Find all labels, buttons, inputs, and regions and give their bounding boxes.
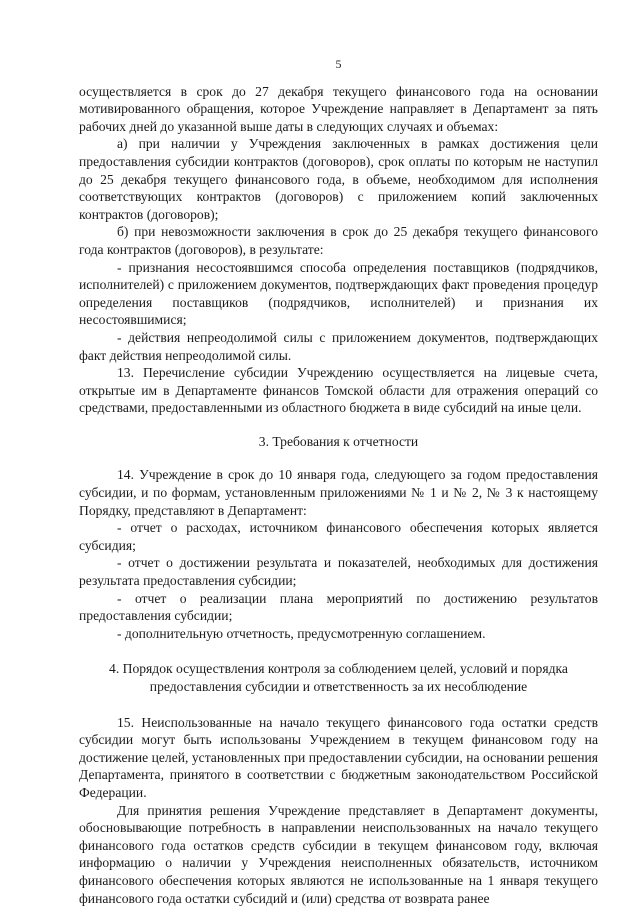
paragraph-dash-force-majeure: - действия непреодолимой силы с приложением документов, подтверждающих факт действия непреодолимой силы. bbox=[79, 329, 598, 363]
paragraph-14: 14. Учреждение в срок до 10 января года, следующего за годом предоставления субсидии, и по формам, установленным приложениями № 1 и № 2, № 3 к настоящему Порядку, представляют в Департамент: bbox=[79, 467, 598, 518]
paragraph-item-a: а) при наличии у Учреждения заключенных в рамках достижения цели предоставления субсидии контрактов (договоров), срок оплаты по которым не наступил до 25 декабря текущего финансового года, в объеме, необходимом для исполнения соответствующих контрактов (договоров) с приложением копий заключенных контрактов (договоров); bbox=[79, 136, 598, 222]
section-4-heading-line-1: 4. Порядок осуществления контроля за соблюдением целей, условий и порядка bbox=[109, 661, 568, 677]
paragraph-13: 13. Перечисление субсидии Учреждению осуществляется на лицевые счета, открытые им в Департаменте финансов Томской области для отражения операций со средствами, предоставленными из областного бюджета в виде субсидий на иные цели. bbox=[79, 365, 598, 416]
section-4-heading-line-2: предоставления субсидии и ответственность за их несоблюдение bbox=[149, 679, 528, 694]
paragraph-report-additional: - дополнительную отчетность, предусмотренную соглашением. bbox=[117, 625, 486, 641]
paragraph-continuation: осуществляется в срок до 27 декабря текущего финансового года на основании мотивированного обращения, которое Учреждение направляет в Департамент за пять рабочих дней до указанной выше даты в следующих случаях и объемах: bbox=[79, 83, 598, 134]
paragraph-item-b: б) при невозможности заключения в срок до 25 декабря текущего финансового года контрактов (договоров), в результате: bbox=[79, 224, 598, 257]
paragraph-15: 15. Неиспользованные на начало текущего финансового года остатки средств субсидии могут быть использованы Учреждением в текущем финансовом году на достижение целей, установленных при предоставлении субсидии, на основании решения Департамента, принятого в соответствии с бюджетным законодательством Российской Федерации. bbox=[79, 714, 598, 800]
paragraph-dash-failed-procurement: - признания несостоявшимся способа определения поставщиков (подрядчиков, исполнителей) с приложением документов, подтверждающих факт проведения процедур определения поставщиков (подрядчиков, исполнителей) и признания их несостоявшимися; bbox=[79, 259, 598, 328]
paragraph-report-plan: - отчет о реализации плана мероприятий по достижению результатов предоставления субсидии; bbox=[79, 590, 598, 624]
paragraph-report-results: - отчет о достижении результата и показателей, необходимых для достижения результата предоставления субсидии; bbox=[79, 555, 598, 589]
paragraph-decision-documents: Для принятия решения Учреждение представляет в Департамент документы, обосновывающие потребность в направлении неиспользованных на начало текущего финансового года остатков средств субсидии в текущем финансовом году, включая информацию о наличии у Учреждения неисполненных обязательств, источником финансового обеспечения которых являются не использованные на 1 января текущего финансового года остатки субсидий и (или) средства от возврата ранее bbox=[79, 802, 598, 906]
page-number: 5 bbox=[335, 57, 342, 71]
section-3-heading: 3. Требования к отчетности bbox=[258, 433, 419, 449]
paragraph-report-expenses: - отчет о расходах, источником финансового обеспечения которых является субсидия; bbox=[79, 520, 598, 553]
document-page bbox=[79, 56, 598, 907]
